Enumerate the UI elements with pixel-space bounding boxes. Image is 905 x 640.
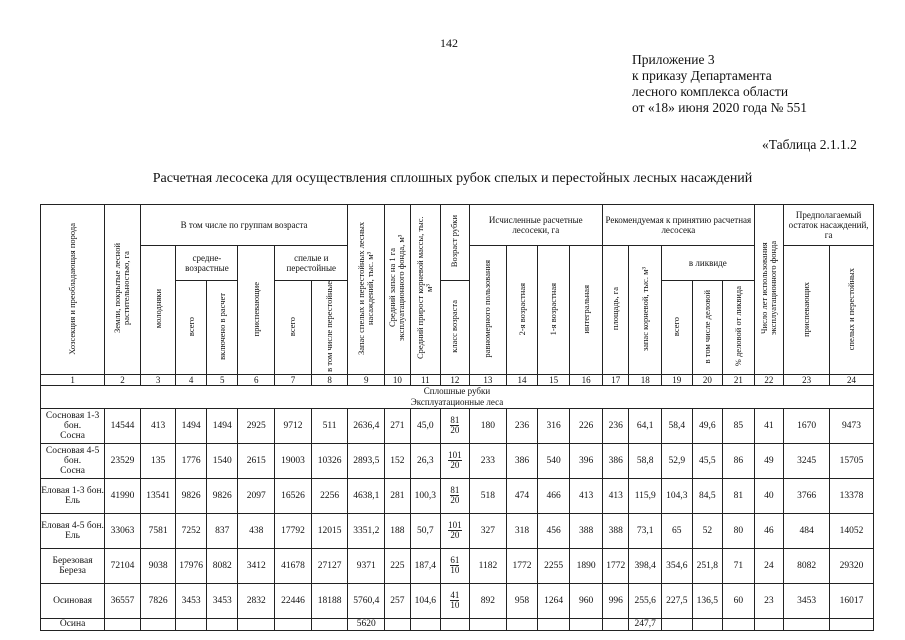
cell-c20: 49,6 — [692, 408, 723, 443]
cell-c23: 3245 — [784, 443, 830, 478]
table-row — [41, 443, 874, 478]
cell-c14: 474 — [507, 478, 538, 513]
cell-c3: 7826 — [140, 583, 176, 618]
appendix-line-2: к приказу Департамента — [632, 68, 772, 83]
cell-c4: 1494 — [176, 408, 207, 443]
cut-age-fraction — [450, 591, 459, 610]
cell-c8: 10326 — [311, 443, 348, 478]
age-class-span: 10 — [450, 564, 460, 575]
cell-cut-age — [441, 548, 470, 583]
header-uniform: равномерного пользования — [469, 246, 507, 375]
column-number: 8 — [311, 374, 348, 385]
cell-c17: 413 — [602, 478, 628, 513]
cell-c24: 9473 — [830, 408, 874, 443]
row-species — [41, 583, 105, 618]
row-species-name: Ель — [65, 495, 81, 506]
cell-c8: 2256 — [311, 478, 348, 513]
section-exploitation: Эксплуатационные леса — [41, 397, 874, 409]
cell-c9: 2893,5 — [348, 443, 385, 478]
header-young: молодняки — [140, 246, 176, 375]
empty-cell — [311, 618, 348, 630]
cell-c3: 413 — [140, 408, 176, 443]
header-age-groups: В том числе по группам возраста — [140, 205, 348, 246]
header-calc-lesoseka: Исчисленные расчетные лесосеки, га — [469, 205, 602, 246]
header-liquid-total: всего — [662, 281, 693, 375]
header-premature-remainder: приспевающих — [784, 246, 830, 375]
cell-cut-age — [441, 583, 470, 618]
column-number: 2 — [105, 374, 141, 385]
cell-c23: 3453 — [784, 583, 830, 618]
row-species-name: Ель — [65, 530, 81, 541]
row-species — [41, 548, 105, 583]
row-section-name: Березовая — [52, 555, 93, 566]
cell-c8: 511 — [311, 408, 348, 443]
cell-c18: 247,7 — [629, 618, 662, 630]
cell-c19: 65 — [662, 513, 693, 548]
cell-c15: 316 — [537, 408, 570, 443]
empty-cell — [238, 618, 275, 630]
header-integral: интегральная — [570, 246, 603, 375]
cell-c13: 327 — [469, 513, 507, 548]
empty-cell — [441, 618, 470, 630]
cell-c11: 26,3 — [410, 443, 441, 478]
cell-c6: 2097 — [238, 478, 275, 513]
cell-c21: 80 — [723, 513, 755, 548]
cell-c6: 438 — [238, 513, 275, 548]
cell-c22: 41 — [754, 408, 784, 443]
cut-age-fraction — [448, 521, 462, 540]
header-expected-remainder: Предполагаемый остаток насаждений, га — [784, 205, 874, 246]
header-overmature: в том числе перестойные — [311, 281, 348, 375]
cell-c18: 58,8 — [629, 443, 662, 478]
header-mature: спелые и перестойные — [275, 246, 348, 281]
table-label: «Таблица 2.1.1.2 — [762, 137, 857, 152]
empty-cell — [830, 618, 874, 630]
cell-c22: 24 — [754, 548, 784, 583]
empty-cell — [692, 618, 723, 630]
header-root-stock: запас корневой, тыс. м³ — [629, 246, 662, 375]
cell-c15: 1264 — [537, 583, 570, 618]
empty-cell — [410, 618, 441, 630]
empty-cell — [507, 618, 538, 630]
cut-age-years: 61 — [450, 554, 460, 565]
cell-c21: 60 — [723, 583, 755, 618]
cell-c21: 86 — [723, 443, 755, 478]
cell-c7: 16526 — [275, 478, 312, 513]
cell-c14: 318 — [507, 513, 538, 548]
section-clear-cut: Сплошные рубки — [41, 385, 874, 397]
cell-c20: 52 — [692, 513, 723, 548]
cell-c24: 16017 — [830, 583, 874, 618]
column-number: 10 — [385, 374, 410, 385]
cell-c20: 84,5 — [692, 478, 723, 513]
cell-c7: 22446 — [275, 583, 312, 618]
cell-c17: 996 — [602, 583, 628, 618]
row-species-name: Сосна — [60, 465, 85, 476]
row-section-name: Сосновая 1-3 бон. — [45, 410, 100, 431]
cell-c10: 152 — [385, 443, 410, 478]
cell-c7: 19003 — [275, 443, 312, 478]
age-class-span: 20 — [450, 424, 460, 435]
table-row — [41, 408, 874, 443]
empty-cell — [140, 618, 176, 630]
cell-c21: 71 — [723, 548, 755, 583]
cell-c17: 1772 — [602, 548, 628, 583]
empty-cell — [602, 618, 628, 630]
row-species-name: Осиновая — [53, 595, 93, 606]
row-species-name: Сосна — [60, 430, 85, 441]
column-number: 1 — [41, 374, 105, 385]
column-number: 21 — [723, 374, 755, 385]
cell-c8: 18188 — [311, 583, 348, 618]
table-row — [41, 478, 874, 513]
cut-age-fraction — [450, 486, 459, 505]
cell-c20: 45,5 — [692, 443, 723, 478]
header-mature-total: всего — [275, 281, 312, 375]
cell-c23: 1670 — [784, 408, 830, 443]
column-number: 13 — [469, 374, 507, 385]
cell-c24: 14052 — [830, 513, 874, 548]
cell-c20: 251,8 — [692, 548, 723, 583]
column-number: 23 — [784, 374, 830, 385]
cell-c8: 27127 — [311, 548, 348, 583]
cell-c21: 81 — [723, 478, 755, 513]
cell-c15: 2255 — [537, 548, 570, 583]
row-section-name: Еловая 4-5 бон. — [41, 520, 104, 531]
cell-cut-age — [441, 408, 470, 443]
empty-cell — [105, 618, 141, 630]
cell-c16: 388 — [570, 513, 603, 548]
cell-c13: 180 — [469, 408, 507, 443]
header-mid-total: всего — [176, 281, 207, 375]
cell-c11: 50,7 — [410, 513, 441, 548]
column-number: 22 — [754, 374, 784, 385]
cut-age-years: 81 — [450, 414, 460, 425]
row-section-name: Сосновая 4-5 бон. — [45, 445, 100, 466]
cell-cut-age — [441, 513, 470, 548]
empty-cell — [469, 618, 507, 630]
column-number: 9 — [348, 374, 385, 385]
cell-c11: 45,0 — [410, 408, 441, 443]
table-row — [41, 583, 874, 618]
age-class-span: 20 — [450, 529, 460, 540]
cell-c2: 23529 — [105, 443, 141, 478]
empty-cell — [206, 618, 238, 630]
cell-c10: 271 — [385, 408, 410, 443]
cell-c24: 29320 — [830, 548, 874, 583]
appendix-line-1: Приложение 3 — [632, 52, 715, 67]
cell-c9: 5760,4 — [348, 583, 385, 618]
cell-c7: 9712 — [275, 408, 312, 443]
cell-c7: 17792 — [275, 513, 312, 548]
cell-c11: 104,6 — [410, 583, 441, 618]
column-number-row — [41, 374, 874, 385]
cell-c5: 8082 — [206, 548, 238, 583]
cell-c24: 13378 — [830, 478, 874, 513]
cell-c19: 104,3 — [662, 478, 693, 513]
cell-c9: 4638,1 — [348, 478, 385, 513]
column-number: 15 — [537, 374, 570, 385]
cell-c11: 100,3 — [410, 478, 441, 513]
header-avg-stock: Средний запас на 1 га эксплуатационного фонда, м³ — [385, 205, 410, 375]
cell-c6: 2832 — [238, 583, 275, 618]
column-number: 12 — [441, 374, 470, 385]
column-number: 18 — [629, 374, 662, 385]
header-second-age: 2-я возрастная — [507, 246, 538, 375]
row-species — [41, 478, 105, 513]
cell-c22: 23 — [754, 583, 784, 618]
cell-c4: 9826 — [176, 478, 207, 513]
header-mature-remainder: спелых и перестойных — [830, 246, 874, 375]
cell-c23: 484 — [784, 513, 830, 548]
cell-c13: 233 — [469, 443, 507, 478]
age-class-span: 20 — [450, 459, 460, 470]
cell-c15: 456 — [537, 513, 570, 548]
cell-c4: 1776 — [176, 443, 207, 478]
cell-c5: 837 — [206, 513, 238, 548]
cell-c24: 15705 — [830, 443, 874, 478]
cell-c16: 1890 — [570, 548, 603, 583]
cut-age-years: 41 — [450, 589, 460, 600]
table-row — [41, 548, 874, 583]
row-section-name: Еловая 1-3 бон. — [41, 485, 104, 496]
header-age-class: класс возраста — [441, 281, 470, 375]
page-number: 142 — [440, 36, 458, 50]
header-first-age: 1-я возрастная — [537, 246, 570, 375]
cell-c18: 255,6 — [629, 583, 662, 618]
cell-c5: 1494 — [206, 408, 238, 443]
cell-c5: 3453 — [206, 583, 238, 618]
cut-age-fraction — [450, 556, 459, 575]
column-number: 16 — [570, 374, 603, 385]
cell-c10: 257 — [385, 583, 410, 618]
cell-c2: 41990 — [105, 478, 141, 513]
cell-c8: 12015 — [311, 513, 348, 548]
cell-c17: 236 — [602, 408, 628, 443]
header-premature: приспевающие — [238, 246, 275, 375]
cell-c17: 386 — [602, 443, 628, 478]
cell-c21: 85 — [723, 408, 755, 443]
cell-c3: 9038 — [140, 548, 176, 583]
cell-cut-age — [441, 443, 470, 478]
appendix-line-3: лесного комплекса области — [632, 84, 789, 99]
header-mid-age: средне-возрастные — [176, 246, 238, 281]
empty-cell — [723, 618, 755, 630]
section-row — [41, 385, 874, 397]
cell-c16: 413 — [570, 478, 603, 513]
header-business: в том числе деловой — [692, 281, 723, 375]
column-number: 3 — [140, 374, 176, 385]
empty-cell — [275, 618, 312, 630]
cell-c5: 9826 — [206, 478, 238, 513]
header-mature-stock: Запас спелых и перестойных лесных насаждений, тыс. м³ — [348, 205, 385, 375]
header-forest-land: Земли, покрытые лесной растительностью, га — [105, 205, 141, 375]
cell-c23: 3766 — [784, 478, 830, 513]
cell-c19: 227,5 — [662, 583, 693, 618]
cell-c10: 281 — [385, 478, 410, 513]
row-species — [41, 513, 105, 548]
column-number: 17 — [602, 374, 628, 385]
cell-c6: 2925 — [238, 408, 275, 443]
table-row — [41, 618, 874, 630]
cell-c16: 960 — [570, 583, 603, 618]
cell-c16: 396 — [570, 443, 603, 478]
age-class-span: 10 — [450, 599, 460, 610]
lesoseka-table — [40, 204, 874, 631]
cell-c18: 398,4 — [629, 548, 662, 583]
cell-c13: 892 — [469, 583, 507, 618]
cell-c18: 73,1 — [629, 513, 662, 548]
empty-cell — [754, 618, 784, 630]
cell-c20: 136,5 — [692, 583, 723, 618]
cell-c10: 188 — [385, 513, 410, 548]
cell-c9: 5620 — [348, 618, 385, 630]
cell-c18: 115,9 — [629, 478, 662, 513]
cut-age-years: 101 — [448, 519, 462, 530]
cell-c22: 49 — [754, 443, 784, 478]
header-years-use: Число лет использования эксплуатационного фонда — [754, 205, 784, 375]
cell-c3: 135 — [140, 443, 176, 478]
cut-age-years: 81 — [450, 484, 460, 495]
cell-c19: 354,6 — [662, 548, 693, 583]
cell-c4: 7252 — [176, 513, 207, 548]
cell-c18: 64,1 — [629, 408, 662, 443]
cut-age-years: 101 — [448, 449, 462, 460]
cell-c11: 187,4 — [410, 548, 441, 583]
cell-c17: 388 — [602, 513, 628, 548]
age-class-span: 20 — [450, 494, 460, 505]
cell-c7: 41678 — [275, 548, 312, 583]
cell-c19: 52,9 — [662, 443, 693, 478]
empty-cell — [662, 618, 693, 630]
empty-cell — [537, 618, 570, 630]
header-liquid: в ликвиде — [662, 246, 755, 281]
cell-c3: 7581 — [140, 513, 176, 548]
cell-c5: 1540 — [206, 443, 238, 478]
column-number: 4 — [176, 374, 207, 385]
cell-c9: 2636,4 — [348, 408, 385, 443]
cell-c22: 46 — [754, 513, 784, 548]
cell-c15: 540 — [537, 443, 570, 478]
cell-c6: 2615 — [238, 443, 275, 478]
header-avg-growth: Средний прирост корневой массы, тыс. м³ — [410, 205, 441, 375]
cell-c9: 3351,2 — [348, 513, 385, 548]
column-number: 14 — [507, 374, 538, 385]
table-row — [41, 513, 874, 548]
cell-c10: 225 — [385, 548, 410, 583]
cell-cut-age — [441, 478, 470, 513]
cell-c13: 1182 — [469, 548, 507, 583]
column-number: 5 — [206, 374, 238, 385]
row-species-name: Осина — [41, 618, 105, 630]
cell-c4: 3453 — [176, 583, 207, 618]
cell-c2: 14544 — [105, 408, 141, 443]
cell-c9: 9371 — [348, 548, 385, 583]
row-species — [41, 408, 105, 443]
cell-c6: 3412 — [238, 548, 275, 583]
cell-c4: 17976 — [176, 548, 207, 583]
cell-c2: 33063 — [105, 513, 141, 548]
cell-c14: 386 — [507, 443, 538, 478]
cut-age-fraction — [450, 416, 459, 435]
cell-c22: 40 — [754, 478, 784, 513]
column-number: 11 — [410, 374, 441, 385]
empty-cell — [176, 618, 207, 630]
cell-c2: 36557 — [105, 583, 141, 618]
cell-c14: 236 — [507, 408, 538, 443]
cut-age-fraction — [448, 451, 462, 470]
row-species — [41, 443, 105, 478]
column-number: 6 — [238, 374, 275, 385]
cell-c16: 226 — [570, 408, 603, 443]
header-cut-age: Возраст рубки — [441, 205, 470, 281]
row-species-name: Береза — [59, 565, 86, 576]
appendix-block — [632, 52, 807, 116]
column-number: 24 — [830, 374, 874, 385]
cell-c2: 72104 — [105, 548, 141, 583]
empty-cell — [784, 618, 830, 630]
cell-c19: 58,4 — [662, 408, 693, 443]
cell-c14: 1772 — [507, 548, 538, 583]
appendix-line-4: от «18» июня 2020 года № 551 — [632, 100, 808, 115]
header-area: площадь, га — [602, 246, 628, 375]
cell-c15: 466 — [537, 478, 570, 513]
header-mid-included: включено в расчет — [206, 281, 238, 375]
cell-c14: 958 — [507, 583, 538, 618]
column-number: 7 — [275, 374, 312, 385]
empty-cell — [385, 618, 410, 630]
header-recommended: Рекомендуемая к принятию расчетная лесосека — [602, 205, 754, 246]
header-farm-section: Хозсекция и преобладающая порода — [41, 205, 105, 375]
column-number: 20 — [692, 374, 723, 385]
header-business-pct: % деловой от ликвида — [723, 281, 755, 375]
cell-c13: 518 — [469, 478, 507, 513]
column-number: 19 — [662, 374, 693, 385]
empty-cell — [570, 618, 603, 630]
cell-c23: 8082 — [784, 548, 830, 583]
document-title: Расчетная лесосека для осуществления сплошных рубок спелых и перестойных лесных насаждений — [152, 171, 753, 186]
section-row — [41, 397, 874, 409]
cell-c3: 13541 — [140, 478, 176, 513]
